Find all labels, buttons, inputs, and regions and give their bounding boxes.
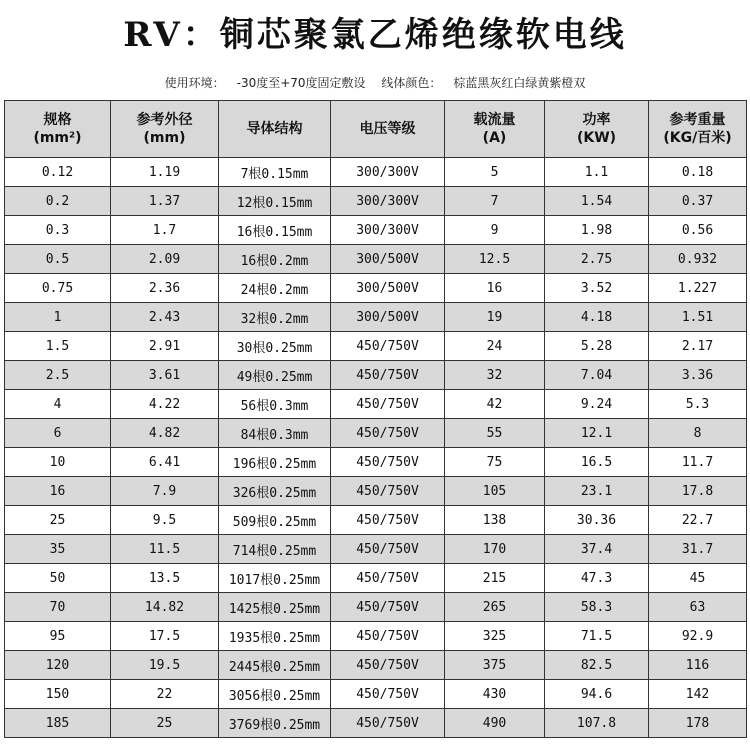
color-label: 线体颜色： [381,76,442,90]
table-row [5,593,747,622]
cell-power: 47.3 [545,564,649,593]
cell-power: 1.98 [545,216,649,245]
cell-voltage: 450/750V [331,332,445,361]
cell-spec: 4 [5,390,111,419]
cell-power: 3.52 [545,274,649,303]
cell-diameter: 7.9 [111,477,219,506]
cell-power: 4.18 [545,303,649,332]
header-conductor: 导体结构 [219,101,331,158]
cell-conductor: 3769根0.25mm [219,709,331,738]
cell-power: 9.24 [545,390,649,419]
cell-spec: 0.12 [5,158,111,187]
cell-conductor: 196根0.25mm [219,448,331,477]
cell-voltage: 450/750V [331,506,445,535]
cell-conductor: 49根0.25mm [219,361,331,390]
cell-conductor: 326根0.25mm [219,477,331,506]
cell-power: 30.36 [545,506,649,535]
header-voltage: 电压等级 [331,101,445,158]
cell-weight: 31.7 [649,535,747,564]
cell-diameter: 19.5 [111,651,219,680]
cell-spec: 16 [5,477,111,506]
cell-voltage: 300/300V [331,187,445,216]
cell-voltage: 450/750V [331,622,445,651]
cell-power: 58.3 [545,593,649,622]
cell-current: 12.5 [445,245,545,274]
cell-diameter: 4.22 [111,390,219,419]
cell-spec: 10 [5,448,111,477]
cell-conductor: 12根0.15mm [219,187,331,216]
cell-diameter: 1.7 [111,216,219,245]
header-weight: 参考重量 (KG/百米) [649,101,747,158]
cell-power: 23.1 [545,477,649,506]
cell-diameter: 6.41 [111,448,219,477]
cell-diameter: 1.19 [111,158,219,187]
cell-spec: 6 [5,419,111,448]
cell-spec: 0.2 [5,187,111,216]
cell-spec: 1 [5,303,111,332]
cell-conductor: 3056根0.25mm [219,680,331,709]
cell-current: 5 [445,158,545,187]
cell-conductor: 56根0.3mm [219,390,331,419]
header-current: 载流量 (A) [445,101,545,158]
cell-voltage: 450/750V [331,419,445,448]
table-row [5,680,747,709]
cell-conductor: 1935根0.25mm [219,622,331,651]
cell-power: 2.75 [545,245,649,274]
header-diameter: 参考外径 (mm) [111,101,219,158]
cell-spec: 95 [5,622,111,651]
cell-diameter: 1.37 [111,187,219,216]
cell-current: 170 [445,535,545,564]
cell-voltage: 300/500V [331,303,445,332]
cell-weight: 1.227 [649,274,747,303]
cell-weight: 92.9 [649,622,747,651]
table-row [5,245,747,274]
cell-voltage: 450/750V [331,680,445,709]
table-row [5,187,747,216]
page-title: RV：铜芯聚氯乙烯绝缘软电线 [123,15,627,55]
cell-voltage: 450/750V [331,361,445,390]
table-row [5,274,747,303]
cell-conductor: 30根0.25mm [219,332,331,361]
cell-weight: 0.56 [649,216,747,245]
cell-voltage: 450/750V [331,390,445,419]
cell-current: 138 [445,506,545,535]
cell-current: 19 [445,303,545,332]
subtitle [4,66,746,100]
cell-weight: 63 [649,593,747,622]
cell-voltage: 450/750V [331,593,445,622]
cell-power: 71.5 [545,622,649,651]
spec-table [4,100,747,738]
table-row [5,216,747,245]
table-row [5,448,747,477]
cell-power: 1.54 [545,187,649,216]
cell-current: 16 [445,274,545,303]
cell-spec: 35 [5,535,111,564]
table-row [5,419,747,448]
cell-voltage: 450/750V [331,709,445,738]
header-power: 功率 (KW) [545,101,649,158]
cell-current: 75 [445,448,545,477]
cell-power: 16.5 [545,448,649,477]
cell-spec: 2.5 [5,361,111,390]
cell-power: 37.4 [545,535,649,564]
cell-spec: 150 [5,680,111,709]
cell-voltage: 300/500V [331,245,445,274]
cell-current: 265 [445,593,545,622]
cell-voltage: 450/750V [331,448,445,477]
color-value: 棕蓝黑灰红白绿黄紫橙双 [453,76,586,90]
cell-conductor: 84根0.3mm [219,419,331,448]
cell-diameter: 2.09 [111,245,219,274]
cell-voltage: 450/750V [331,564,445,593]
cell-current: 24 [445,332,545,361]
env-value: -30度至+70度固定敷设 [236,76,366,90]
cell-weight: 1.51 [649,303,747,332]
cell-power: 1.1 [545,158,649,187]
table-row [5,622,747,651]
cell-conductor: 24根0.2mm [219,274,331,303]
cell-diameter: 13.5 [111,564,219,593]
cell-weight: 0.37 [649,187,747,216]
cell-weight: 178 [649,709,747,738]
cell-diameter: 22 [111,680,219,709]
cell-spec: 70 [5,593,111,622]
cell-current: 7 [445,187,545,216]
cell-diameter: 3.61 [111,361,219,390]
cell-diameter: 2.43 [111,303,219,332]
cell-current: 32 [445,361,545,390]
cell-current: 42 [445,390,545,419]
cell-power: 7.04 [545,361,649,390]
cell-diameter: 17.5 [111,622,219,651]
table-row [5,332,747,361]
table-row [5,361,747,390]
cell-conductor: 714根0.25mm [219,535,331,564]
cell-weight: 0.18 [649,158,747,187]
cell-current: 55 [445,419,545,448]
header-spec: 规格 (mm²) [5,101,111,158]
cell-voltage: 300/500V [331,274,445,303]
cell-weight: 5.3 [649,390,747,419]
table-row [5,506,747,535]
cell-power: 12.1 [545,419,649,448]
cell-spec: 120 [5,651,111,680]
cell-spec: 25 [5,506,111,535]
cell-weight: 116 [649,651,747,680]
cell-current: 325 [445,622,545,651]
cell-current: 375 [445,651,545,680]
cell-diameter: 4.82 [111,419,219,448]
cell-spec: 185 [5,709,111,738]
cell-diameter: 25 [111,709,219,738]
cell-spec: 1.5 [5,332,111,361]
cell-power: 82.5 [545,651,649,680]
cell-conductor: 1425根0.25mm [219,593,331,622]
cell-conductor: 1017根0.25mm [219,564,331,593]
cell-current: 9 [445,216,545,245]
cell-spec: 50 [5,564,111,593]
table-row [5,303,747,332]
table-row [5,477,747,506]
cell-diameter: 14.82 [111,593,219,622]
cell-diameter: 2.91 [111,332,219,361]
table-row [5,709,747,738]
cell-weight: 17.8 [649,477,747,506]
cell-conductor: 2445根0.25mm [219,651,331,680]
cell-diameter: 11.5 [111,535,219,564]
cell-weight: 0.932 [649,245,747,274]
cell-conductor: 16根0.2mm [219,245,331,274]
cell-current: 430 [445,680,545,709]
cell-power: 5.28 [545,332,649,361]
table-header-row [5,101,747,158]
cell-diameter: 9.5 [111,506,219,535]
cell-spec: 0.5 [5,245,111,274]
table-row [5,158,747,187]
cell-current: 105 [445,477,545,506]
cell-current: 490 [445,709,545,738]
table-row [5,390,747,419]
cell-current: 215 [445,564,545,593]
cell-power: 94.6 [545,680,649,709]
cell-conductor: 509根0.25mm [219,506,331,535]
cell-power: 107.8 [545,709,649,738]
cell-voltage: 300/300V [331,216,445,245]
cell-weight: 2.17 [649,332,747,361]
cell-voltage: 450/750V [331,651,445,680]
cell-weight: 142 [649,680,747,709]
cell-weight: 45 [649,564,747,593]
cell-weight: 11.7 [649,448,747,477]
table-row [5,651,747,680]
cell-diameter: 2.36 [111,274,219,303]
cell-voltage: 300/300V [331,158,445,187]
cell-voltage: 450/750V [331,477,445,506]
env-label: 使用环境： [164,76,225,90]
table-row [5,564,747,593]
cell-weight: 3.36 [649,361,747,390]
cell-conductor: 32根0.2mm [219,303,331,332]
cell-conductor: 7根0.15mm [219,158,331,187]
cell-weight: 8 [649,419,747,448]
cell-weight: 22.7 [649,506,747,535]
cell-spec: 0.3 [5,216,111,245]
cell-voltage: 450/750V [331,535,445,564]
table-row [5,535,747,564]
cell-spec: 0.75 [5,274,111,303]
cell-conductor: 16根0.15mm [219,216,331,245]
